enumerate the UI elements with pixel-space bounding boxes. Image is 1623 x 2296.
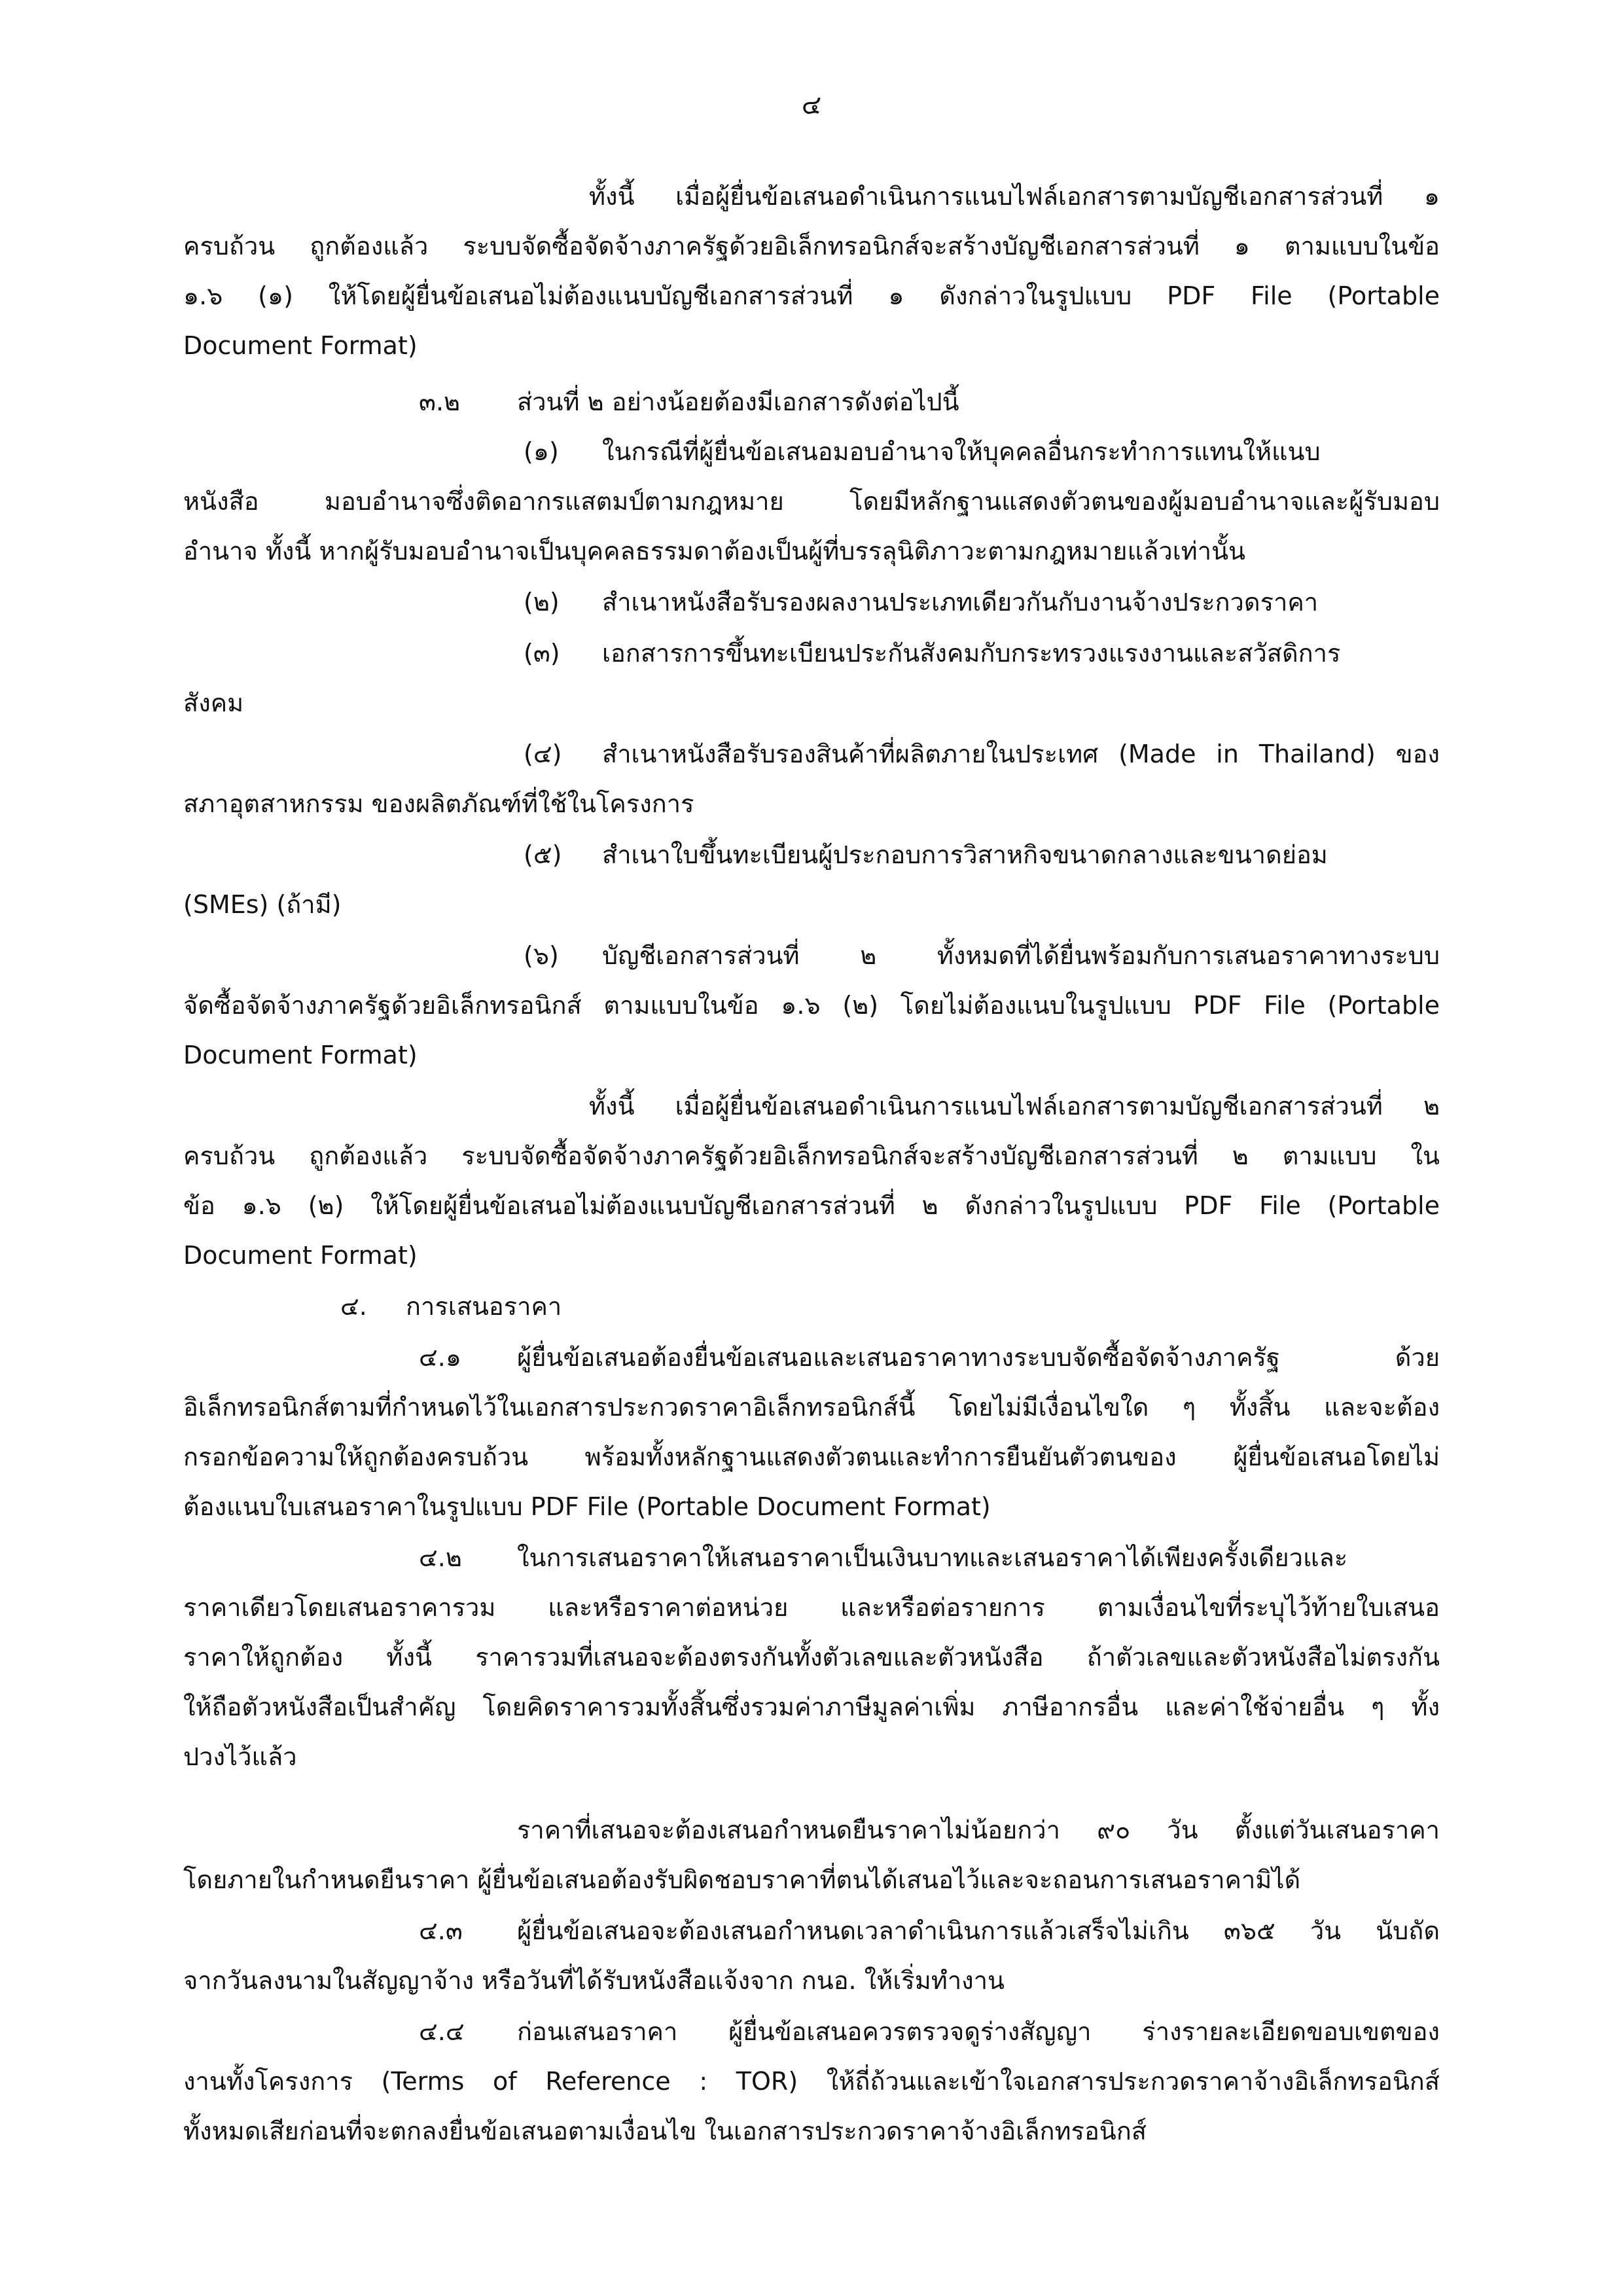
clause-number: ๓.๒ (419, 387, 461, 416)
text-line (183, 880, 1440, 929)
clause-number: ๔.๓ (419, 1916, 463, 1945)
clause-number: ๔.๒ (419, 1543, 462, 1572)
line-text: หนังสือ มอบอำนาจซึ่งติดอากรแสตมป์ตามกฎหมาย โดยมีหลักฐานแสดงตัวตนของผู้มอบอำนาจและผู้รับมอบ (183, 487, 1440, 516)
text-line (183, 1583, 1440, 1632)
text-line (183, 2056, 1440, 2106)
line-text: อำนาจ ทั้งนี้ หากผู้รับมอบอำนาจเป็นบุคคลธรรมดาต้องเป็นผู้ที่บรรลุนิติภาวะตามกฎหมายแล้วเท่านั้น (183, 537, 1246, 565)
line-text: ราคาที่เสนอจะต้องเสนอกำหนดยืนราคาไม่น้อยกว่า ๙๐ วัน ตั้งแต่วันเสนอราคา (517, 1816, 1440, 1844)
line-text: ก่อนเสนอราคา ผู้ยื่นข้อเสนอควรตรวจดูร่างสัญญา ร่างรายละเอียดขอบเขตของ (517, 2017, 1440, 2046)
text-line (524, 577, 1440, 627)
text-line (340, 1282, 1440, 1331)
text-line (183, 1632, 1440, 1682)
line-text: สำเนาหนังสือรับรองผลงานประเภทเดียวกันกับงานจ้างประกวดราคา (602, 588, 1319, 617)
line-text: กรอกข้อความให้ถูกต้องครบถ้วน พร้อมทั้งหลักฐานแสดงตัวตนและทำการยืนยันตัวตนของ ผู้ยื่นข้อเสนอโดยไม่ (183, 1443, 1440, 1471)
line-text: ปวงไว้แล้ว (183, 1742, 297, 1771)
line-text: ทั้งนี้ เมื่อผู้ยื่นข้อเสนอดำเนินการแนบไฟล์เอกสารตามบัญชีเอกสารส่วนที่ ๑ (589, 182, 1440, 211)
line-text: Document Format) (183, 1241, 418, 1270)
line-text: จากวันลงนามในสัญญาจ้าง หรือวันที่ได้รับหนังสือแจ้งจาก กนอ. ให้เริ่มทำงาน (183, 1966, 1005, 1995)
text-line (517, 1805, 1440, 1855)
text-line (183, 526, 1440, 576)
clause-number: (๒) (524, 588, 560, 617)
line-text: สำเนาหนังสือรับรองสินค้าที่ผลิตภายในประเทศ (Made in Thailand) ของ (602, 740, 1440, 768)
line-text: (SMEs) (ถ้ามี) (183, 890, 342, 919)
line-text: ทั้งหมดเสียก่อนที่จะตกลงยื่นข้อเสนอตามเงื่อนไข ในเอกสารประกวดราคาจ้างอิเล็กทรอนิกส์ (183, 2117, 1147, 2145)
clause-number: (๓) (524, 639, 560, 668)
text-line (524, 729, 1440, 779)
text-line (524, 931, 1440, 980)
text-line (183, 980, 1440, 1030)
clause-number: (๔) (524, 740, 562, 768)
line-text: สังคม (183, 689, 244, 717)
text-line (183, 1482, 1440, 1532)
line-text: ในกรณีที่ผู้ยื่นข้อเสนอมอบอำนาจให้บุคคลอื่นกระทำการแทนให้แนบ (602, 437, 1321, 466)
clause-number: (๕) (524, 840, 562, 869)
line-text: ต้องแนบใบเสนอราคาในรูปแบบ PDF File (Portable Document Format) (183, 1492, 991, 1521)
line-text: บัญชีเอกสารส่วนที่ ๒ ทั้งหมดที่ได้ยื่นพร้อมกับการเสนอราคาทางระบบ (602, 941, 1440, 970)
text-line (524, 830, 1440, 880)
text-line (419, 377, 1440, 427)
text-line (183, 1855, 1440, 1905)
line-text: ผู้ยื่นข้อเสนอต้องยื่นข้อเสนอและเสนอราคาทางระบบจัดซื้อจัดจ้างภาครัฐ ด้วย (517, 1343, 1440, 1372)
text-line (524, 427, 1440, 476)
text-line (183, 221, 1440, 271)
text-line (419, 1333, 1440, 1382)
line-text: เอกสารการขึ้นทะเบียนประกันสังคมกับกระทรวงแรงงานและสวัสดิการ (602, 639, 1341, 668)
clause-number: ๔.๔ (419, 2017, 465, 2046)
clause-number: ๔. (340, 1292, 367, 1321)
line-text: ส่วนที่ ๒ อย่างน้อยต้องมีเอกสารดังต่อไปนี้ (517, 387, 959, 416)
line-text: งานทั้งโครงการ (Terms of Reference : TOR) ให้ถี่ถ้วนและเข้าใจเอกสารประกวดราคาจ้างอิเล็กทรอนิกส์ (183, 2067, 1440, 2096)
text-line (183, 1030, 1440, 1080)
text-line (183, 1682, 1440, 1732)
text-line (183, 321, 1440, 370)
clause-number: ๔.๑ (419, 1343, 461, 1372)
clause-number: (๖) (524, 941, 559, 970)
text-line (183, 1230, 1440, 1280)
text-line (419, 1906, 1440, 1956)
line-text: ผู้ยื่นข้อเสนอจะต้องเสนอกำหนดเวลาดำเนินการแล้วเสร็จไม่เกิน ๓๖๕ วัน นับถัด (517, 1916, 1440, 1945)
text-line (183, 1382, 1440, 1432)
line-text: ให้ถือตัวหนังสือเป็นสำคัญ โดยคิดราคารวมทั้งสิ้นซึ่งรวมค่าภาษีมูลค่าเพิ่ม ภาษีอากรอื่น และค่าใช้จ่ายอื่น ๆ ทั้ง (183, 1693, 1440, 1721)
line-text: ครบถ้วน ถูกต้องแล้ว ระบบจัดซื้อจัดจ้างภาครัฐด้วยอิเล็กทรอนิกส์จะสร้างบัญชีเอกสารส่วนที่ ๒ ตามแบบ ใน (183, 1141, 1440, 1170)
text-line (183, 1181, 1440, 1230)
text-line (183, 271, 1440, 321)
clause-number: (๑) (524, 437, 559, 466)
line-text: โดยภายในกำหนดยืนราคา ผู้ยื่นข้อเสนอต้องรับผิดชอบราคาที่ตนได้เสนอไว้และจะถอนการเสนอราคามิได้ (183, 1865, 1301, 1894)
text-line (183, 1732, 1440, 1782)
page-number: ๔ (801, 90, 822, 120)
line-text: การเสนอราคา (406, 1292, 562, 1321)
line-text: Document Format) (183, 1041, 418, 1069)
text-line (183, 476, 1440, 526)
text-line (524, 628, 1440, 678)
text-line (183, 1131, 1440, 1181)
text-line (183, 2106, 1440, 2156)
text-line (183, 1432, 1440, 1482)
line-text: อิเล็กทรอนิกส์ตามที่กำหนดไว้ในเอกสารประกวดราคาอิเล็กทรอนิกส์นี้ โดยไม่มีเงื่อนไขใด ๆ ทั้งสิ้น และจะต้อง (183, 1393, 1440, 1422)
line-text: ทั้งนี้ เมื่อผู้ยื่นข้อเสนอดำเนินการแนบไฟล์เอกสารตามบัญชีเอกสารส่วนที่ ๒ (589, 1092, 1440, 1121)
line-text: ราคาเดียวโดยเสนอราคารวม และหรือราคาต่อหน่วย และหรือต่อรายการ ตามเงื่อนไขที่ระบุไว้ท้ายใบเสนอ (183, 1593, 1440, 1622)
text-line (419, 1533, 1440, 1583)
line-text: สำเนาใบขึ้นทะเบียนผู้ประกอบการวิสาหกิจขนาดกลางและขนาดย่อม (602, 840, 1328, 869)
line-text: ในการเสนอราคาให้เสนอราคาเป็นเงินบาทและเสนอราคาได้เพียงครั้งเดียวและ (517, 1543, 1348, 1572)
line-text: ๑.๖ (๑) ให้โดยผู้ยื่นข้อเสนอไม่ต้องแนบบัญชีเอกสารส่วนที่ ๑ ดังกล่าวในรูปแบบ PDF File (Portable (183, 281, 1440, 310)
text-line (183, 1956, 1440, 2005)
text-line (419, 2007, 1440, 2056)
line-text: ครบถ้วน ถูกต้องแล้ว ระบบจัดซื้อจัดจ้างภาครัฐด้วยอิเล็กทรอนิกส์จะสร้างบัญชีเอกสารส่วนที่ ๑ ตามแบบในข้อ (183, 232, 1440, 260)
text-line (183, 779, 1440, 829)
text-line (183, 678, 1440, 728)
line-text: ข้อ ๑.๖ (๒) ให้โดยผู้ยื่นข้อเสนอไม่ต้องแนบบัญชีเอกสารส่วนที่ ๒ ดังกล่าวในรูปแบบ PDF File (Portable (183, 1191, 1440, 1220)
line-text: ราคาให้ถูกต้อง ทั้งนี้ ราคารวมที่เสนอจะต้องตรงกันทั้งตัวเลขและตัวหนังสือ ถ้าตัวเลขและตัวหนังสือไม่ตรงกัน (183, 1643, 1440, 1672)
line-text: สภาอุตสาหกรรม ของผลิตภัณฑ์ที่ใช้ในโครงการ (183, 789, 694, 818)
line-text: จัดซื้อจัดจ้างภาครัฐด้วยอิเล็กทรอนิกส์ ตามแบบในข้อ ๑.๖ (๒) โดยไม่ต้องแนบในรูปแบบ PDF File (Portable (183, 991, 1440, 1020)
line-text: Document Format) (183, 331, 418, 360)
text-line (589, 1081, 1440, 1131)
text-line (589, 171, 1440, 221)
